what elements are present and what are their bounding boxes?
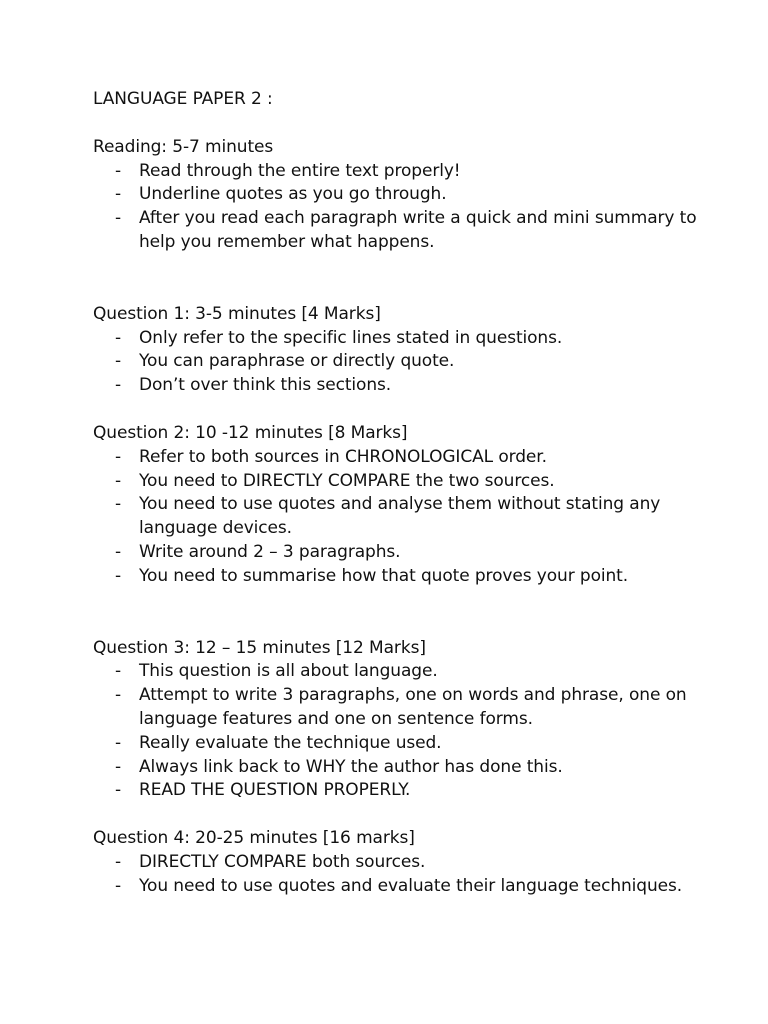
list-item (93, 851, 733, 875)
list-item-text: Attempt to write 3 paragraphs, one on words and phrase, one on language features and one on sentence forms. (139, 685, 687, 729)
document-content (93, 88, 733, 899)
list-item (93, 446, 733, 470)
list-item (93, 660, 733, 684)
bullet-marker: - (115, 351, 122, 372)
list-item (93, 183, 733, 207)
list-item-text: Always link back to WHY the author has done this. (139, 756, 563, 777)
list-item-text: Really evaluate the technique used. (139, 732, 442, 753)
bullet-marker: - (115, 685, 122, 706)
list-item-text: You need to DIRECTLY COMPARE the two sources. (139, 470, 555, 491)
bullet-list (93, 160, 733, 255)
list-item (93, 160, 733, 184)
list-item (93, 350, 733, 374)
section-heading: Question 3: 12 – 15 minutes [12 Marks] (93, 637, 426, 658)
list-item-text: You need to summarise how that quote proves your point. (139, 565, 629, 586)
section-question-2 (93, 422, 733, 589)
bullet-list (93, 851, 733, 899)
bullet-marker: - (115, 470, 122, 491)
list-item (93, 565, 733, 589)
list-item-text: Only refer to the specific lines stated in questions. (139, 327, 563, 348)
bullet-marker: - (115, 565, 122, 586)
bullet-list (93, 660, 733, 803)
list-item-text: This question is all about language. (139, 661, 438, 682)
bullet-list (93, 446, 733, 589)
section-reading (93, 136, 733, 255)
spacer (93, 803, 733, 827)
bullet-marker: - (115, 208, 122, 229)
list-item (93, 493, 733, 541)
list-item (93, 779, 733, 803)
bullet-marker: - (115, 375, 122, 396)
bullet-marker: - (115, 875, 122, 896)
bullet-marker: - (115, 661, 122, 682)
bullet-marker: - (115, 541, 122, 562)
list-item-text: Read through the entire text properly! (139, 160, 461, 181)
section-question-4 (93, 827, 733, 898)
bullet-marker: - (115, 446, 122, 467)
section-heading: Question 1: 3-5 minutes [4 Marks] (93, 303, 381, 324)
spacer (93, 398, 733, 422)
bullet-marker: - (115, 327, 122, 348)
list-item-text: READ THE QUESTION PROPERLY. (139, 780, 411, 801)
list-item-text: You can paraphrase or directly quote. (139, 351, 455, 372)
list-item-text: Underline quotes as you go through. (139, 184, 447, 205)
bullet-list (93, 327, 733, 398)
bullet-marker: - (115, 732, 122, 753)
section-heading: Reading: 5-7 minutes (93, 136, 274, 157)
list-item (93, 207, 733, 255)
bullet-marker: - (115, 756, 122, 777)
list-item (93, 756, 733, 780)
section-question-1 (93, 303, 733, 398)
list-item (93, 541, 733, 565)
bullet-marker: - (115, 184, 122, 205)
list-item-text: After you read each paragraph write a quick and mini summary to help you remember what happens. (139, 208, 697, 252)
list-item (93, 732, 733, 756)
section-heading: Question 2: 10 -12 minutes [8 Marks] (93, 422, 408, 443)
list-item (93, 327, 733, 351)
spacer (93, 589, 733, 637)
section-heading: Question 4: 20-25 minutes [16 marks] (93, 828, 415, 849)
bullet-marker: - (115, 851, 122, 872)
list-item-text: You need to use quotes and analyse them without stating any language devices. (139, 494, 661, 539)
list-item-text: Write around 2 – 3 paragraphs. (139, 541, 401, 562)
list-item-text: Refer to both sources in CHRONOLOGICAL order. (139, 446, 547, 467)
list-item-text: DIRECTLY COMPARE both sources. (139, 851, 426, 872)
bullet-marker: - (115, 494, 122, 515)
list-item-text: You need to use quotes and evaluate their language techniques. (139, 875, 683, 896)
list-item (93, 875, 733, 899)
section-question-3 (93, 637, 733, 804)
list-item (93, 470, 733, 494)
spacer (93, 255, 733, 303)
list-item (93, 684, 733, 732)
bullet-marker: - (115, 780, 122, 801)
list-item-text: Don’t over think this sections. (139, 375, 392, 396)
bullet-marker: - (115, 160, 122, 181)
document-title: LANGUAGE PAPER 2 : (93, 89, 273, 109)
list-item (93, 374, 733, 398)
